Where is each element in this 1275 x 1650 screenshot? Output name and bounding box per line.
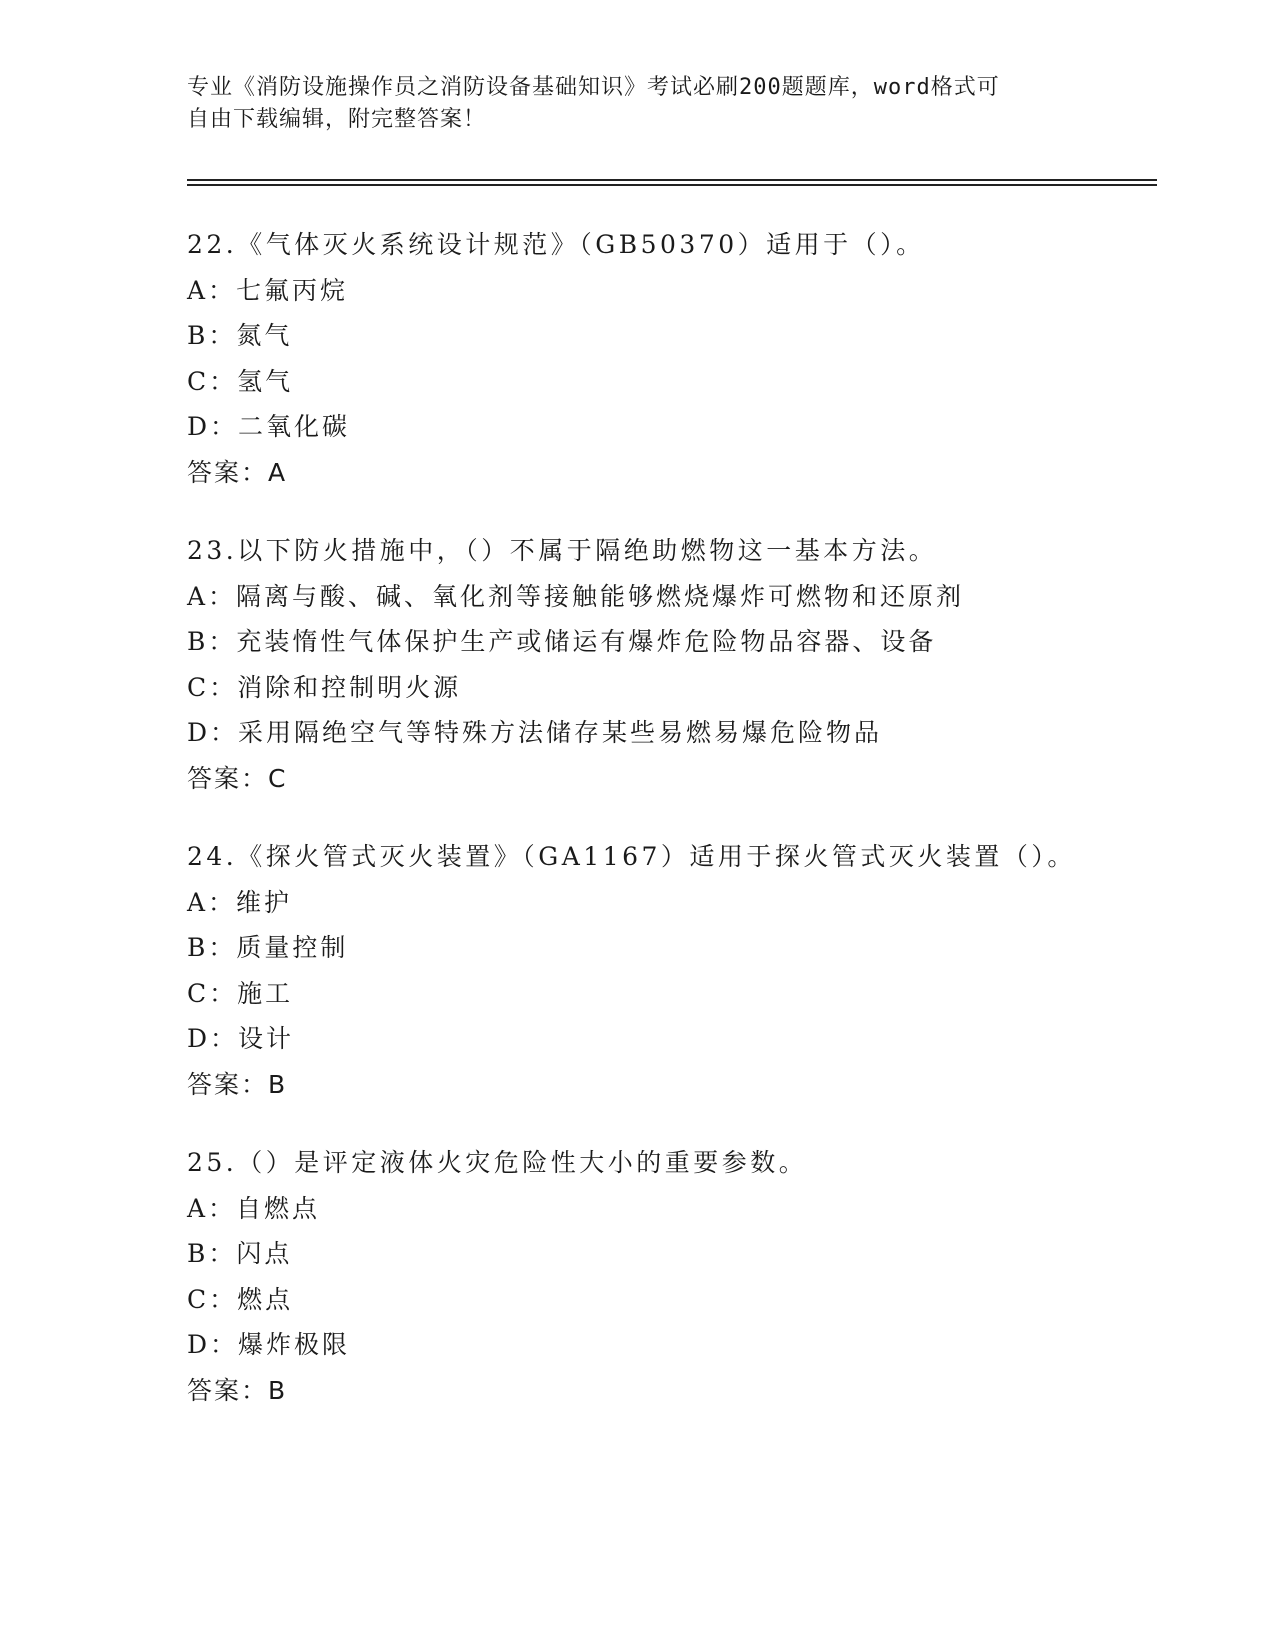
option-a: A：隔离与酸、碱、氧化剂等接触能够燃烧爆炸可燃物和还原剂 [187,581,965,611]
option-c: C：消除和控制明火源 [187,672,462,702]
document-header [187,72,1067,136]
header-divider-bottom [187,184,1157,186]
option-d: D：设计 [187,1024,295,1053]
option-c: C：施工 [187,978,294,1008]
answer-text: 答案：B [187,1069,288,1099]
question-22 [187,222,1187,495]
header-line-1: 专业《消防设施操作员之消防设备基础知识》考试必刷200题题库，word格式可 [187,75,1000,100]
option-a: A：维护 [187,887,293,917]
question-stem: 25.（）是评定液体火灾危险性大小的重要参数。 [187,1148,808,1177]
option-a: A：自燃点 [187,1193,321,1223]
question-stem: 22.《气体灭火系统设计规范》（GB50370）适用于（）。 [187,230,925,259]
option-b: B：质量控制 [187,933,349,962]
question-24 [187,834,1187,1107]
header-line-2: 自由下载编辑，附完整答案！ [187,107,487,132]
answer-text: 答案：A [187,457,288,487]
question-stem: 24.《探火管式灭火装置》（GA1167）适用于探火管式灭火装置（）。 [187,842,1076,871]
option-a: A：七氟丙烷 [187,275,349,305]
option-d: D：采用隔绝空气等特殊方法储存某些易燃易爆危险物品 [187,718,883,747]
question-23 [187,528,1187,801]
question-list [187,222,1187,1446]
option-c: C：氢气 [187,366,294,396]
header-divider-top [187,179,1157,181]
question-stem: 23.以下防火措施中，（）不属于隔绝助燃物这一基本方法。 [187,536,938,565]
option-b: B：氮气 [187,321,293,350]
option-d: D：二氧化碳 [187,412,351,441]
option-d: D：爆炸极限 [187,1330,351,1359]
answer-text: 答案：B [187,1375,288,1405]
option-b: B：闪点 [187,1239,293,1268]
answer-text: 答案：C [187,763,288,793]
option-b: B：充装惰性气体保护生产或储运有爆炸危险物品容器、设备 [187,627,937,656]
question-25 [187,1140,1187,1413]
option-c: C：燃点 [187,1284,294,1314]
